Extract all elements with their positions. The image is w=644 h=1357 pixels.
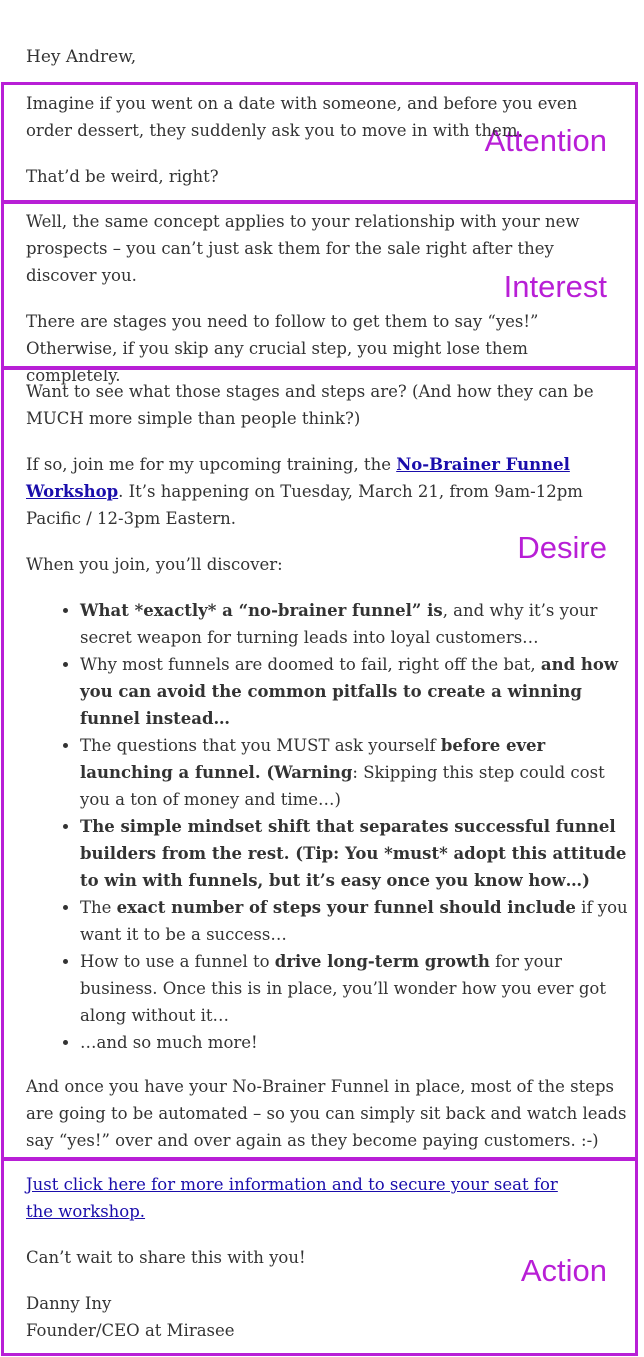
desire-paragraph-2-post: . It’s happening on Tuesday, March 21, from 9am-12pm Pacific / 12-3pm Eastern. xyxy=(26,482,583,528)
bullet-3-post: : Skipping this step could cost you a ton of money and time…) xyxy=(80,763,605,809)
section-label-action: Action xyxy=(520,1253,607,1288)
workshop-link[interactable]: No-Brainer Funnel Workshop xyxy=(26,455,570,501)
section-action xyxy=(1,1158,638,1356)
bullet-5-post: if you want it to be a success… xyxy=(80,898,628,944)
benefit-list xyxy=(26,597,628,1056)
list-item xyxy=(80,1029,628,1056)
bullet-2-bold: and how you can avoid the common pitfalls to create a winning funnel instead… xyxy=(80,655,619,728)
desire-paragraph-4: And once you have your No-Brainer Funnel in place, most of the steps are going to be automated – so you can simply sit back and watch leads say “yes!” over and over again as they become paying customers. :-) xyxy=(26,1077,627,1150)
greeting: Hey Andrew, xyxy=(26,47,137,67)
list-item xyxy=(80,651,628,732)
bullet-3-bold: before ever launching a funnel. (Warning xyxy=(80,736,546,782)
desire-paragraph-3: When you join, you’ll discover: xyxy=(26,555,283,574)
bullet-5-bold: exact number of steps your funnel should include xyxy=(116,898,576,917)
section-label-attention: Attention xyxy=(484,123,607,158)
section-desire xyxy=(1,367,638,1160)
attention-content xyxy=(26,90,596,190)
list-item xyxy=(80,732,628,813)
desire-paragraph-2 xyxy=(26,451,628,532)
bullet-7: …and so much more! xyxy=(80,1033,258,1052)
bullet-1-bold: What *exactly* a “no-brainer funnel” is xyxy=(80,601,443,620)
secure-seat-link[interactable]: Just click here for more information and to secure your seat for the workshop. xyxy=(26,1175,558,1221)
interest-paragraph-1: Well, the same concept applies to your relationship with your new prospects – you can’t just ask them for the sale right after they discover you. xyxy=(26,212,580,285)
signature-title: Founder/CEO at Mirasee xyxy=(26,1321,235,1340)
list-item xyxy=(80,597,628,651)
attention-paragraph-1: Imagine if you went on a date with someone, and before you even order dessert, they suddenly ask you to move in with them. xyxy=(26,94,578,140)
desire-paragraph-2-pre: If so, join me for my upcoming training, the xyxy=(26,455,397,474)
list-item xyxy=(80,948,628,1029)
list-item xyxy=(80,813,628,894)
bullet-4-bold: The simple mindset shift that separates successful funnel builders from the rest. (Tip: You *must* adopt this attitude to win with funnels, but it’s easy once you know how…) xyxy=(80,817,627,890)
desire-content xyxy=(26,378,628,1154)
action-paragraph-2: Can’t wait to share this with you! xyxy=(26,1248,306,1267)
section-label-desire: Desire xyxy=(517,530,607,565)
interest-paragraph-2: There are stages you need to follow to get them to say “yes!” Otherwise, if you skip any crucial step, you might lose them completely. xyxy=(26,312,539,385)
section-attention xyxy=(1,82,638,203)
bullet-2-pre: Why most funnels are doomed to fail, right off the bat, xyxy=(80,655,541,674)
section-interest xyxy=(1,201,638,385)
action-paragraph-1 xyxy=(26,1171,586,1225)
bullet-6-post: for your business. Once this is in place, you’ll wonder how you ever got along without it… xyxy=(80,952,606,1025)
desire-paragraph-1: Want to see what those stages and steps are? (And how they can be MUCH more simple than people think?) xyxy=(26,382,594,428)
bullet-3-pre: The questions that you MUST ask yourself xyxy=(80,736,441,755)
signature xyxy=(26,1290,586,1344)
bullet-1-rest: , and why it’s your secret weapon for turning leads into loyal customers… xyxy=(80,601,598,647)
bullet-6-bold: drive long-term growth xyxy=(274,952,490,971)
interest-content xyxy=(26,208,601,389)
bullet-6-pre: How to use a funnel to xyxy=(80,952,275,971)
section-label-interest: Interest xyxy=(503,269,607,304)
bullet-5-pre: The xyxy=(80,898,117,917)
list-item xyxy=(80,894,628,948)
signature-name: Danny Iny xyxy=(26,1294,112,1313)
attention-paragraph-2: That’d be weird, right? xyxy=(26,167,219,186)
action-content xyxy=(26,1171,586,1344)
